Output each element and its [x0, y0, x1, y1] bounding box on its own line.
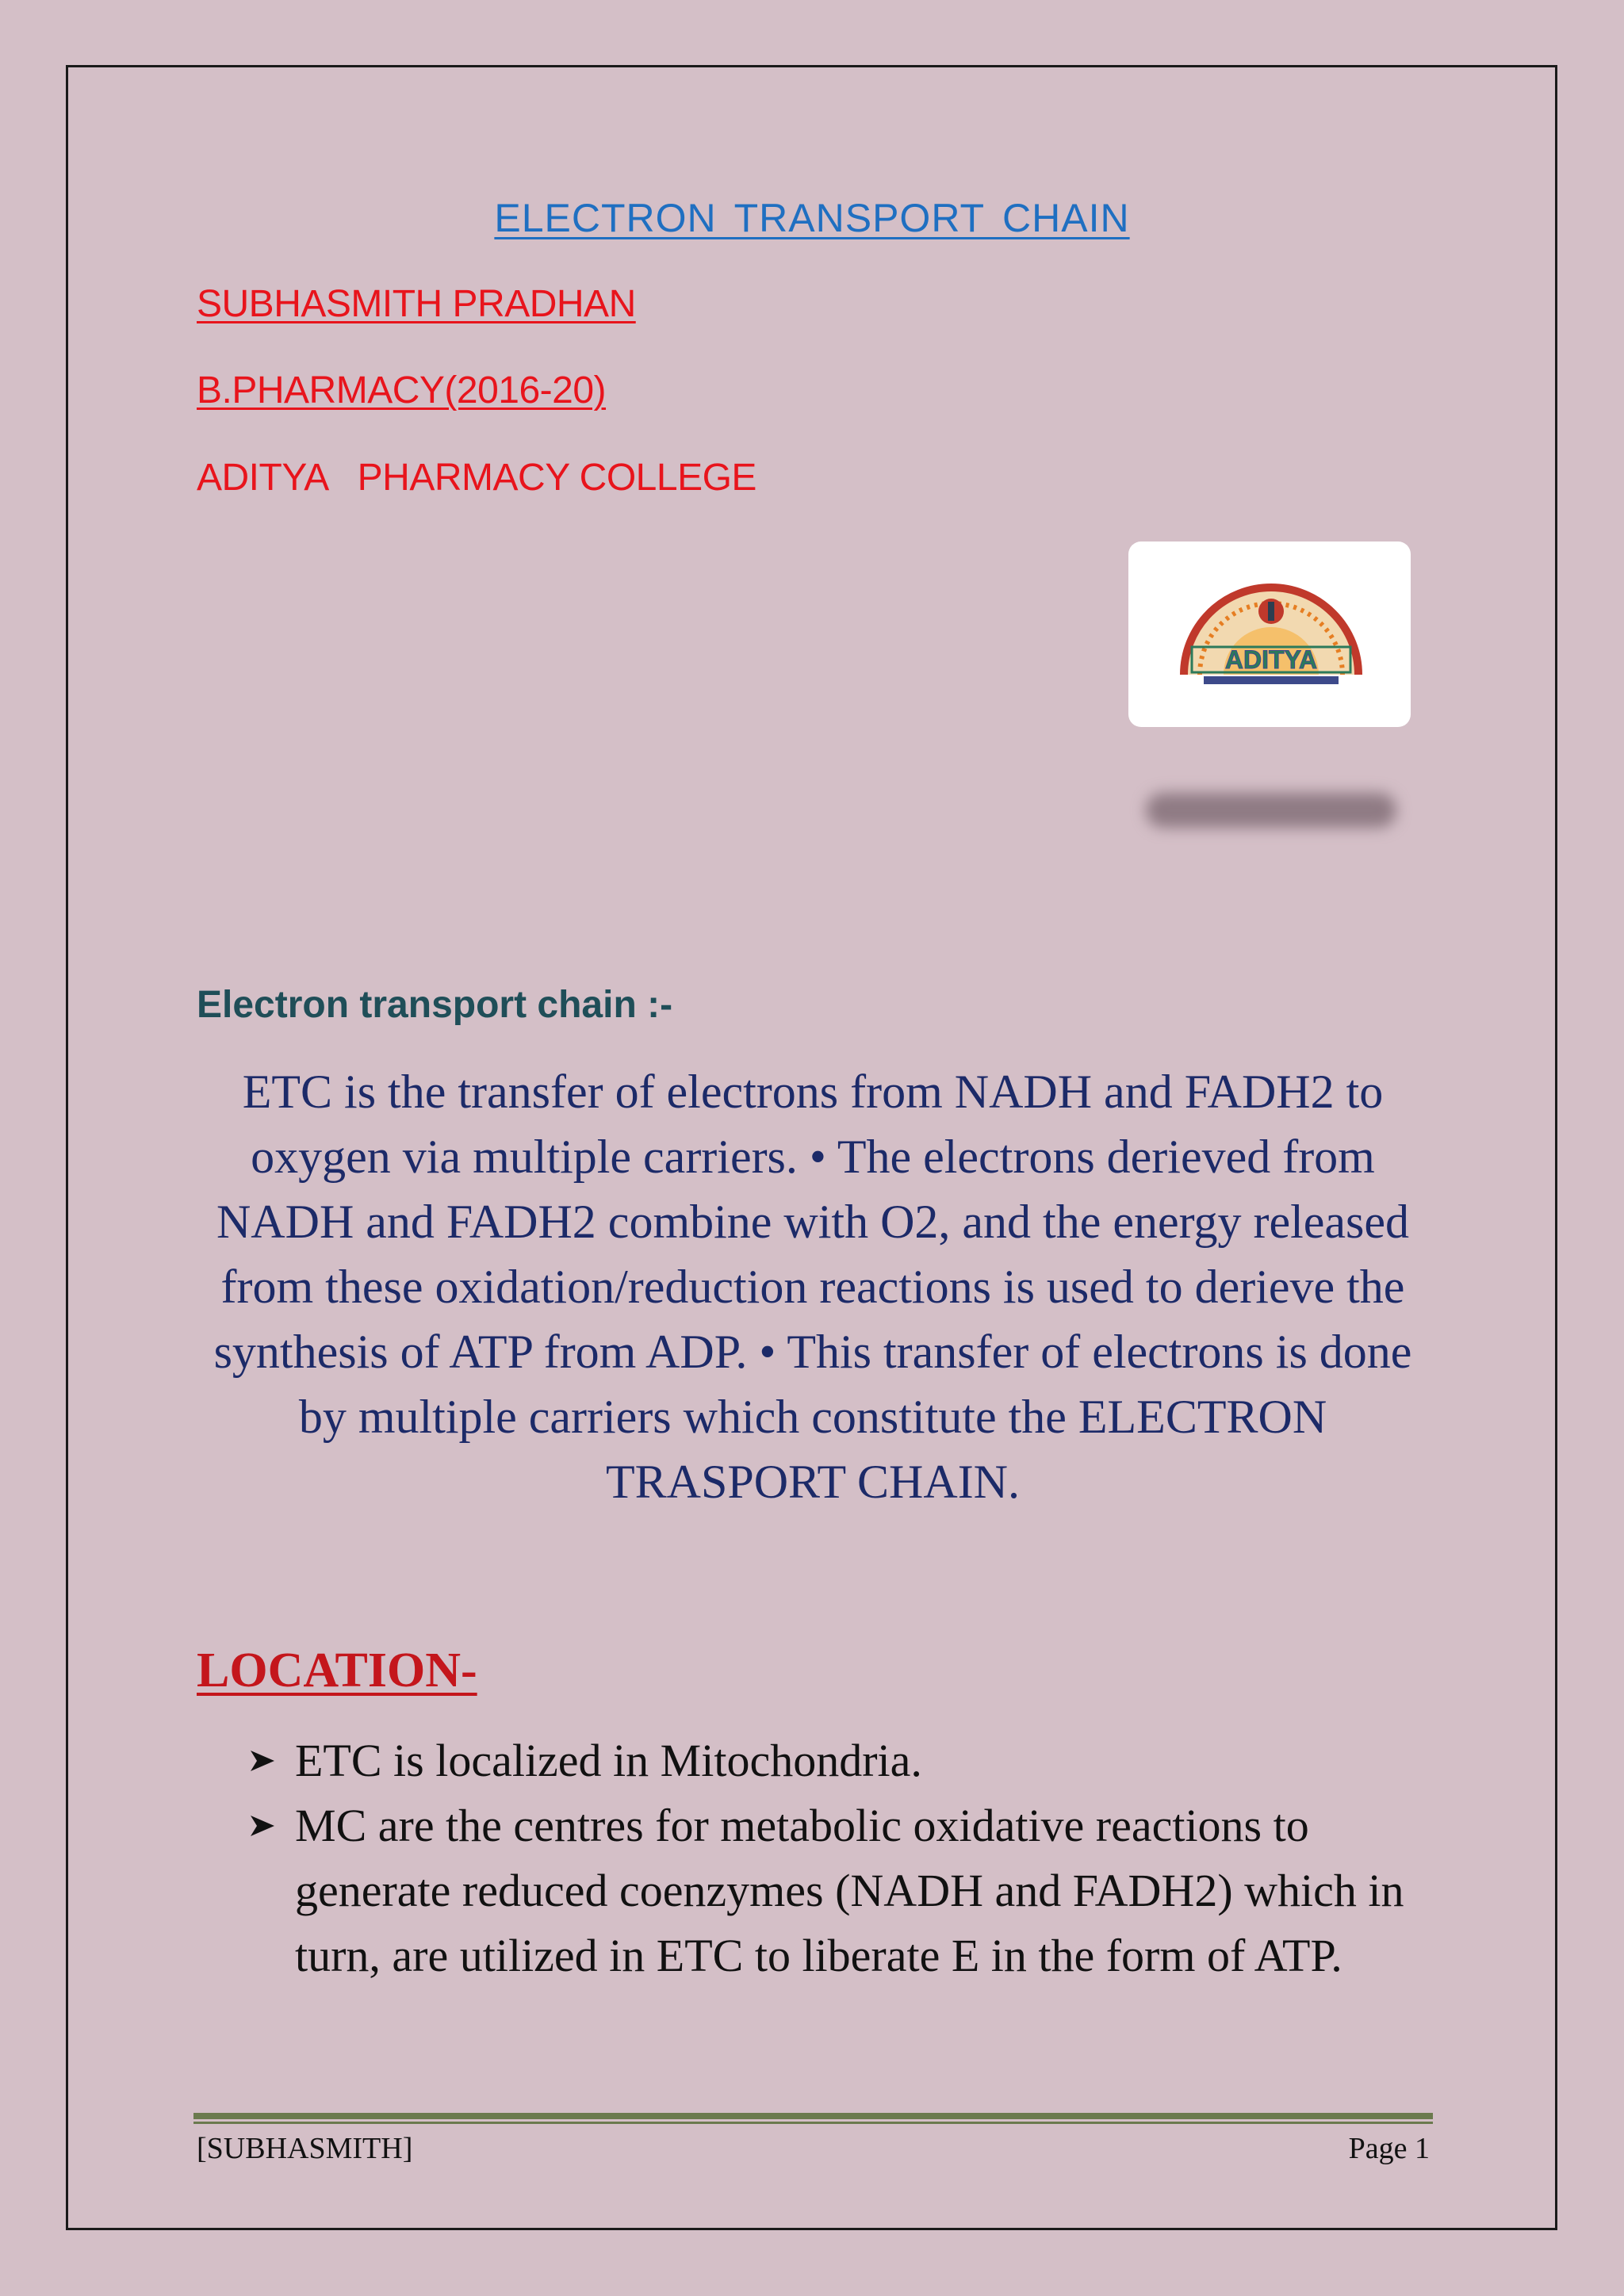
list-item: [246, 1793, 1435, 1988]
section-heading-etc: Electron transport chain :-: [197, 984, 673, 1026]
location-bullet-list: [246, 1728, 1435, 1988]
location-heading: LOCATION-: [197, 1644, 477, 1697]
bullet-text: ETC is localized in Mitochondria.: [295, 1735, 922, 1786]
college-name: ADITYA PHARMACY COLLEGE: [197, 457, 756, 499]
footer-rule-thin: [193, 2122, 1433, 2124]
list-item: [246, 1728, 1435, 1793]
arrow-bullet-icon: [246, 1793, 282, 1858]
footer-author: [SUBHASMITH]: [197, 2132, 413, 2165]
intro-paragraph: ETC is the transfer of electrons from NADH and FADH2 to oxygen via multiple carriers. • The electrons derieved from NADH and FADH2 combine with O2, and the energy released from these oxidation/reduction reactions is used to derieve the synthesis of ATP from ADP. • This transfer of electrons is done by multiple carriers which constitute the ELECTRON TRASPORT CHAIN.: [213, 1066, 1412, 1508]
footer-rule: [193, 2113, 1433, 2119]
logo-shadow: [1146, 793, 1396, 828]
author-name: SUBHASMITH PRADHAN: [197, 283, 636, 325]
arrow-bullet-icon: [246, 1728, 282, 1793]
page-number: Page 1: [1348, 2132, 1430, 2165]
college-logo: [1128, 541, 1411, 727]
bullet-text: MC are the centres for metabolic oxidative reactions to generate reduced coenzymes (NADH and FADH2) which in turn, are utilized in ETC to liberate E in the form of ATP.: [295, 1800, 1404, 1981]
svg-text:ADITYA: ADITYA: [1224, 645, 1318, 674]
document-title: ELECTRON TRANSPORT CHAIN: [494, 196, 1130, 240]
course-name: B.PHARMACY(2016-20): [197, 369, 607, 411]
aditya-logo-icon: [1168, 556, 1374, 706]
